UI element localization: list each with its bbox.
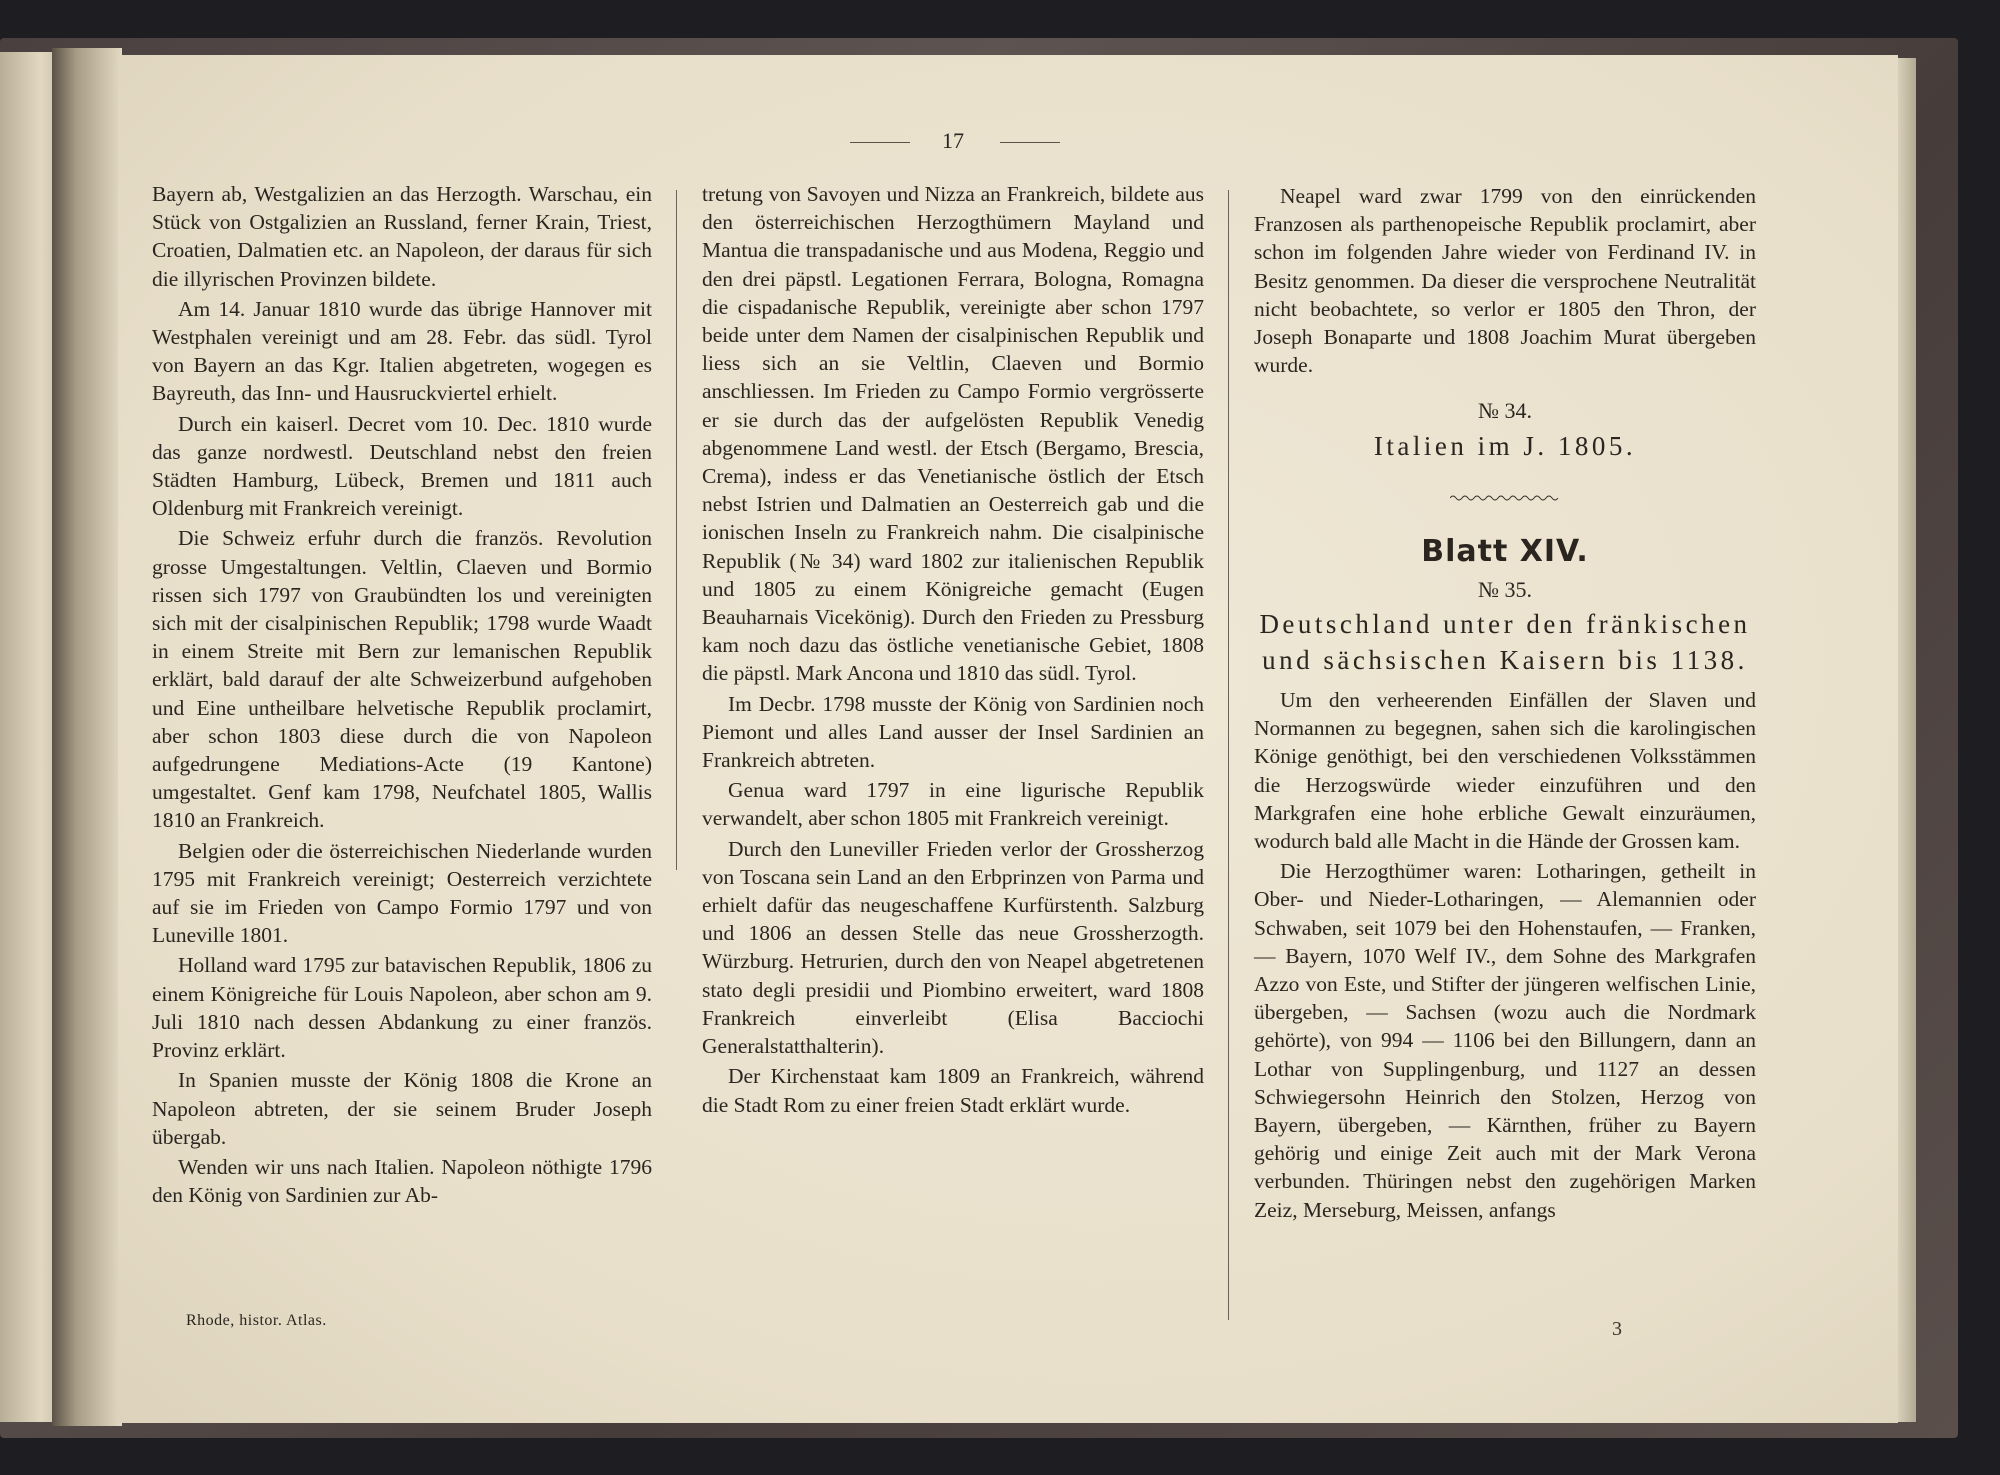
footer-imprint: Rhode, histor. Atlas. — [186, 1312, 327, 1329]
text-column-2 — [702, 180, 1204, 1119]
left-page-edge — [0, 52, 58, 1422]
map-number-34: № 34. — [1478, 398, 1532, 424]
paragraph: In Spanien musste der König 1808 die Krone an Napoleon abtreten, der sie seinem Bruder Joseph übergab. — [152, 1068, 652, 1149]
map-title-34: Italien im J. 1805. — [1373, 430, 1637, 461]
paragraph: Der Kirchenstaat kam 1809 an Frankreich, während die Stadt Rom zu einer freien Stadt erklärt wurde. — [702, 1064, 1204, 1117]
paragraph: tretung von Savoyen und Nizza an Frankreich, bildete aus den österreichischen Herzogthümern Mayland und Mantua die transpadanische und aus Modena, Reggio und den drei päpstl. Legationen Ferrara, Bologna, Romagna die cispadanische Republik, vereinigte aber schon 1797 beide unter dem Namen der cisalpinischen Republik und liess sich an sie Veltlin, Claeven und Bormio anschliessen. Im Frieden zu Campo Formio vergrösserte er sie durch das der aufgelösten Republik Venedig abgenommene Land westl. der Etsch (Bergamo, Brescia, Crema), indess er das Venetianische östlich der Etsch nebst Istrien und Dalmatien an Oesterreich gab und die ionischen Inseln zu Frankreich nahm. Die cisalpinische Republik (№ 34) ward 1802 zur italienischen Republik und 1805 zu einem Königreiche gemacht (Eugen Beauharnais Vicekönig). Durch den Frieden zu Pressburg kam noch dazu das östliche venetianische Gebiet, 1808 die päpstl. Mark Ancona und 1810 das südl. Tyrol. — [702, 182, 1204, 686]
ornamental-divider — [1450, 494, 1560, 502]
column-rule-1 — [676, 190, 677, 870]
paragraph: Holland ward 1795 zur batavischen Republik, 1806 zu einem Königreiche für Louis Napoleon, aber schon am 9. Juli 1810 nach dessen Abdankung zu einer französ. Provinz erklärt. — [152, 953, 652, 1063]
header-rule-left — [850, 142, 910, 143]
signature-mark: 3 — [1612, 1318, 1622, 1340]
text-column-3 — [1254, 182, 1756, 1224]
paragraph: Im Decbr. 1798 musste der König von Sardinien noch Piemont und alles Land ausser der Insel Sardinien an Frankreich abtreten. — [702, 691, 1204, 773]
column-rule-2 — [1228, 190, 1229, 1320]
paragraph: Neapel ward zwar 1799 von den einrückenden Franzosen als parthenopeische Republik proclamirt, aber schon im folgenden Jahre wieder von Ferdinand IV. in Besitz genommen. Da dieser die versprochene Neutralität nicht beobachtete, so verlor er 1805 den Thron, der Joseph Bonaparte und 1808 Joachim Murat übergeben wurde. — [1254, 184, 1756, 378]
text-column-1 — [152, 180, 652, 1209]
paragraph: Bayern ab, Westgalizien an das Herzogth. Warschau, ein Stück von Ostgalizien an Russland, ferner Krain, Triest, Croatien, Dalmatien etc. an Napoleon, der daraus für sich die illyrischen Provinzen bildete. — [152, 182, 652, 291]
paragraph: Durch ein kaiserl. Decret vom 10. Dec. 1810 wurde das ganze nordwestl. Deutschland nebst den freien Städten Hamburg, Lübeck, Bremen und 1811 auch Oldenburg mit Frankreich vereinigt. — [152, 411, 652, 521]
book-gutter — [52, 48, 122, 1426]
page-stack-edge — [1898, 58, 1916, 1422]
paragraph: Genua ward 1797 in eine ligurische Republik verwandelt, aber schon 1805 mit Frankreich vereinigt. — [702, 778, 1204, 831]
page-number: 17 — [942, 128, 964, 153]
header-rule-right — [1000, 142, 1060, 143]
paragraph: Die Herzogthümer waren: Lotharingen, getheilt in Ober- und Nieder-Lotharingen, — Alemannien oder Schwaben, seit 1079 bei den Hohenstaufen, — Franken, — Bayern, 1070 Welf IV., dem Sohne des Markgrafen Azzo von Este, und Stifter der jüngeren welfischen Linie, übergeben, — Sachsen (wozu auch die Nordmark gehörte), von 994 — 1106 bei den Billungern, dann an Lothar von Supplingenburg, und 1127 an dessen Schwiegersohn Heinrich den Stolzen, Herzog von Bayern, übergeben, — Kärnthen, früher zu Bayern gehörig und einige Zeit auch mit der Mark Verona verbunden. Thüringen nebst den zugehörigen Marken Zeiz, Merseburg, Meissen, anfangs — [1254, 859, 1756, 1222]
map-number-35: № 35. — [1478, 576, 1532, 602]
paragraph: Am 14. Januar 1810 wurde das übrige Hannover mit Westphalen vereinigt und am 28. Febr. das südl. Tyrol von Bayern an das Kgr. Italien abgetreten, wogegen es Bayreuth, das Inn- und Hausruckviertel erhielt. — [152, 296, 652, 406]
paragraph: Die Schweiz erfuhr durch die französ. Revolution grosse Umgestaltungen. Veltlin, Claeven und Bormio rissen sich 1797 von Graubündten los und vereinigten sich mit der cisalpinischen Republik; 1798 wurde Waadt in einem Streite mit Bern zur lemanischen Republik erklärt, bald darauf der alte Schweizerbund aufgehoben und Eine untheilbare helvetische Republik proclamirt, aber schon 1803 diese durch die von Napoleon aufgedrungene Mediations-Acte (19 Kantone) umgestaltet. Genf kam 1798, Neufchatel 1805, Wallis 1810 an Frankreich. — [152, 526, 652, 833]
sheet-heading: Blatt XIV. — [1421, 533, 1589, 569]
map-title-35: Deutschland unter den fränkischen und sächsischen Kaisern bis 1138. — [1259, 609, 1751, 676]
paragraph: Durch den Luneviller Frieden verlor der Grossherzog von Toscana sein Land an den Erbprinzen von Parma und erhielt dafür das neugeschaffene Kurfürstenth. Salzburg und 1806 an dessen Stelle das neue Grossherzogth. Würzburg. Hetrurien, durch den von Neapel abgetretenen stato degli presidii und Piombino erweitert, ward 1808 Frankreich einverleibt (Elisa Bacciochi Generalstatthalterin). — [702, 836, 1204, 1059]
paragraph: Wenden wir uns nach Italien. Napoleon nöthigte 1796 den König von Sardinien zur Ab- — [152, 1154, 652, 1208]
paragraph: Um den verheerenden Einfällen der Slaven und Normannen zu begegnen, sahen sich die karolingischen Könige genöthigt, bei den verschiedenen Volksstämmen die Herzogswürde wieder einzuführen und den Markgrafen eine hohe erbliche Gewalt einzuräumen, wodurch bald alle Macht in die Hände der Grossen kam. — [1254, 688, 1756, 854]
paragraph: Belgien oder die österreichischen Niederlande wurden 1795 mit Frankreich vereinigt; Oesterreich verzichtete auf sie im Frieden von Campo Formio 1797 und von Luneville 1801. — [152, 838, 652, 948]
